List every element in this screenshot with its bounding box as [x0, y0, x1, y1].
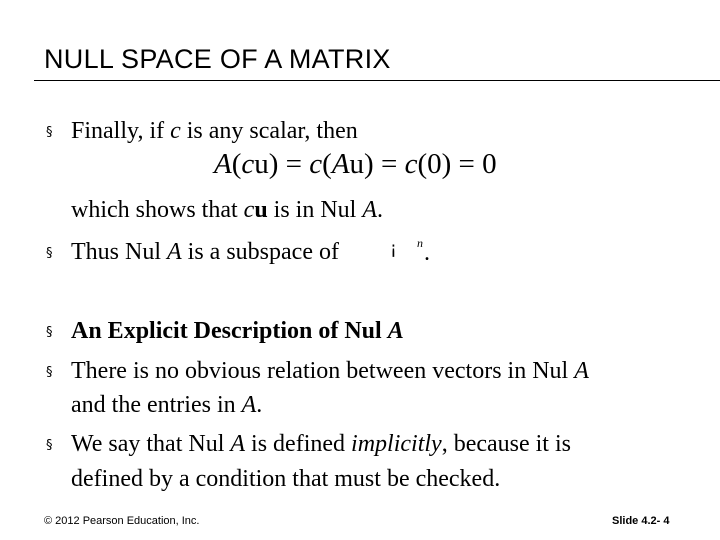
text-run: An Explicit Description of Nul — [71, 318, 388, 344]
paragraph-implicit-cont — [71, 465, 500, 493]
eq-u: u — [254, 148, 269, 180]
page-title: NULL SPACE OF A MATRIX — [44, 44, 391, 74]
text-run: , because it is — [441, 431, 571, 457]
paragraph-heading-explicit — [71, 317, 404, 345]
eq-part: (0) = 0 — [417, 148, 497, 180]
eq-u: u — [349, 148, 365, 180]
paragraph-thus — [71, 238, 339, 266]
text-run: which shows that — [71, 197, 244, 223]
text-run: is a subspace of — [181, 239, 339, 265]
text-run: We say that Nul — [71, 431, 231, 457]
text-run: Finally, if — [71, 118, 171, 144]
paragraph-implicit — [71, 430, 571, 458]
matrix-A: A — [230, 431, 246, 457]
text-run: is defined — [245, 431, 352, 457]
matrix-A: A — [362, 197, 378, 223]
matrix-A: A — [241, 392, 257, 418]
eq-part: ) = — [364, 148, 405, 180]
footer-copyright: © 2012 Pearson Education, Inc. — [44, 515, 200, 527]
bullet-marker: § — [46, 438, 53, 453]
vector-u: u — [254, 197, 268, 223]
footer-slide-number: Slide 4.2- 4 — [612, 515, 670, 527]
text-run: Thus Nul — [71, 239, 167, 265]
bullet-marker: § — [46, 365, 53, 380]
eq-paren: ( — [322, 148, 332, 180]
text-run: . — [377, 197, 384, 223]
eq-c: c — [241, 148, 255, 180]
paragraph-no-relation-cont — [71, 391, 262, 419]
text-run: is any scalar, then — [180, 118, 358, 144]
text-run: and the entries in — [71, 392, 242, 418]
bullet-marker: § — [46, 246, 53, 261]
text-run: . — [256, 392, 263, 418]
eq-paren: ( — [231, 148, 242, 180]
text-run: There is no obvious relation between vectors in Nul — [71, 358, 575, 384]
emphasis-implicitly: implicitly — [351, 431, 442, 457]
eq-A: A — [214, 148, 232, 180]
eq-part: ) = — [268, 148, 310, 180]
superscript-n: n — [417, 236, 423, 250]
matrix-A: A — [574, 358, 589, 384]
scalar-c: c — [170, 118, 181, 144]
eq-c: c — [309, 148, 323, 180]
paragraph-which-shows — [71, 196, 383, 224]
eq-c: c — [404, 148, 418, 180]
text-run: is in Nul — [267, 197, 363, 223]
scalar-c: c — [243, 197, 255, 223]
paragraph-no-relation — [71, 357, 589, 385]
real-space-symbol: ¡ — [390, 239, 397, 259]
eq-A: A — [331, 148, 350, 180]
matrix-A: A — [387, 318, 404, 344]
bullet-marker: § — [46, 325, 53, 340]
text-run: . — [424, 240, 430, 266]
equation — [214, 147, 497, 181]
matrix-A: A — [167, 239, 182, 265]
title-divider — [34, 80, 720, 81]
paragraph-finally — [71, 117, 358, 145]
bullet-marker: § — [46, 125, 53, 140]
text-run: defined by a condition that must be checked. — [71, 466, 501, 492]
